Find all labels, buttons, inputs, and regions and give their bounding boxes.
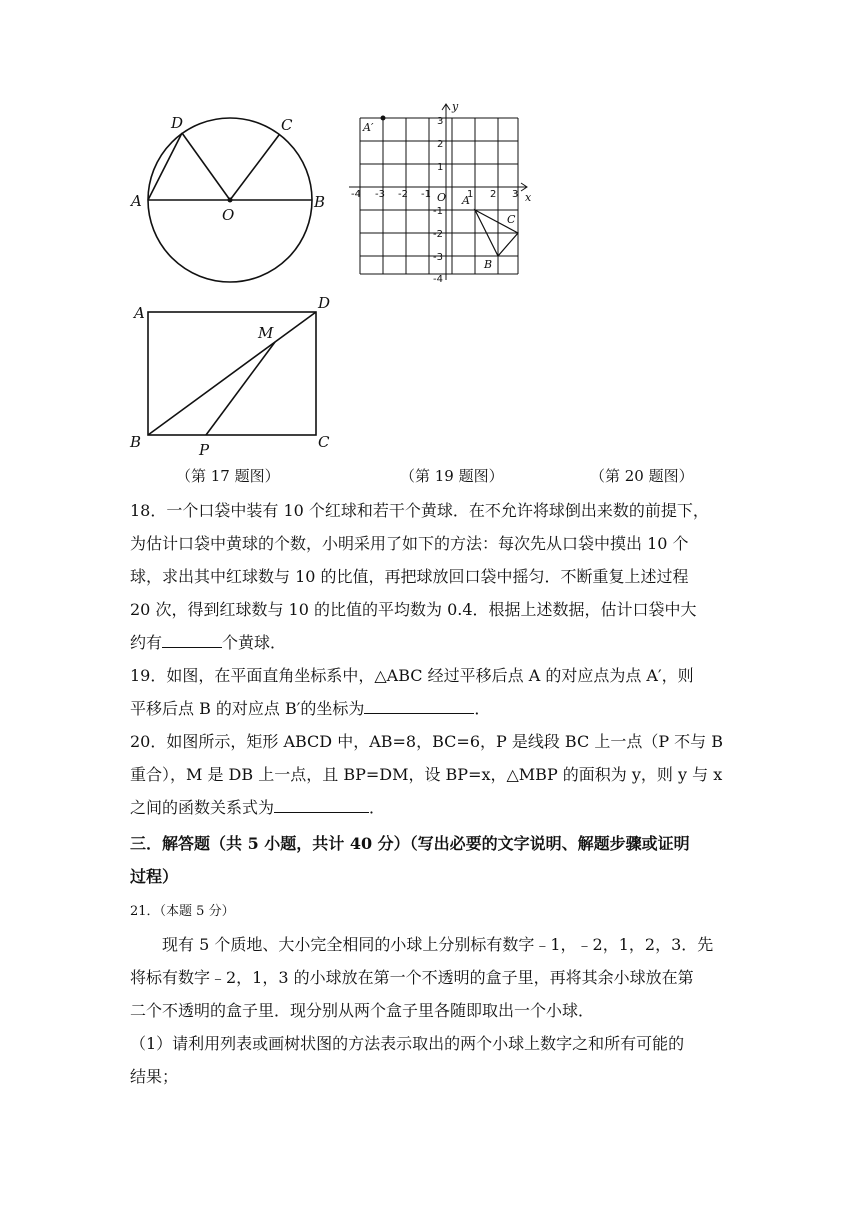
section-heading-line: 过程）: [130, 867, 179, 886]
q18-line: 18．一个口袋中装有 10 个红球和若干个黄球．在不允许将球倒出来数的前提下，: [130, 501, 709, 520]
y-tick: -3: [433, 252, 443, 263]
label-a: A: [462, 194, 470, 207]
q18-answer-blank[interactable]: [162, 627, 222, 648]
caption-figure-17: （第 17 题图）: [176, 467, 280, 485]
q21-line: 将标有数字﹣2，1，3 的小球放在第一个不透明的盒子里，再将其余小球放在第: [130, 968, 694, 987]
q18-text: 个黄球．: [222, 633, 287, 652]
label-a-prime: A′: [363, 121, 374, 134]
label-d: D: [171, 114, 184, 132]
x-tick: -2: [398, 189, 408, 200]
q18-line: 为估计口袋中黄球的个数，小明采用了如下的方法：每次先从口袋中摸出 10 个: [130, 534, 689, 553]
label-o: O: [222, 206, 235, 224]
q20-line: 20．如图所示，矩形 ABCD 中，AB=8，BC=6，P 是线段 BC 上一点（P 不与 B: [130, 732, 724, 751]
label-b: B: [130, 433, 142, 451]
label-c: C: [281, 116, 293, 134]
question-18: [130, 494, 730, 659]
label-y-axis: y: [452, 100, 459, 113]
segment-do: [182, 133, 230, 200]
label-origin: O: [437, 191, 447, 204]
q19-text: 平移后点 B 的对应点 B′的坐标为: [130, 699, 365, 718]
section-heading-line: 三．解答题（共 5 小题，共计 40 分）（写出必要的文字说明、解题步骤或证明: [130, 834, 690, 853]
q20-text: 之间的函数关系式为: [130, 798, 275, 817]
x-tick: 1: [467, 189, 474, 200]
y-tick: 1: [437, 162, 444, 173]
segment-pm: [206, 342, 275, 435]
label-c: C: [507, 213, 516, 226]
x-tick: 3: [512, 189, 519, 200]
q19-line: [130, 692, 730, 725]
q19-text: ．: [474, 699, 491, 718]
question-21: [130, 895, 730, 1093]
q18-text: 约有: [130, 633, 163, 652]
segment-oc: [230, 135, 279, 200]
label-m: M: [258, 324, 274, 342]
y-tick: -1: [433, 206, 443, 217]
label-a: A: [131, 192, 142, 210]
label-x-axis: x: [525, 191, 532, 204]
q21-line: 现有 5 个质地、大小完全相同的小球上分别标有数字﹣1，﹣2，1，2，3．先: [162, 935, 714, 954]
label-p: P: [199, 441, 210, 459]
label-d: D: [318, 294, 331, 312]
q21-header: 21．（本题 5 分）: [130, 904, 235, 919]
caption-figure-19: （第 19 题图）: [400, 467, 504, 485]
figure-17-circle: [128, 108, 333, 293]
q19-line: 19．如图，在平面直角坐标系中，△ABC 经过平移后点 A 的对应点为点 A′，则: [130, 666, 694, 685]
q19-answer-blank[interactable]: [364, 693, 474, 714]
center-point: [228, 198, 233, 203]
y-tick: 2: [437, 139, 444, 150]
q20-line: [130, 791, 730, 824]
q18-line: 20 次，得到红球数与 10 的比值的平均数为 0.4．根据上述数据，估计口袋中大: [130, 600, 697, 619]
point-a-prime: [381, 116, 386, 121]
q21-line: （1）请利用列表或画树状图的方法表示取出的两个小球上数字之和所有可能的: [130, 1034, 685, 1053]
y-tick: -2: [433, 229, 443, 240]
question-20: [130, 725, 730, 824]
q18-line: [130, 626, 730, 659]
y-tick: 3: [437, 116, 444, 127]
q20-text: ．: [369, 798, 386, 817]
label-b: B: [484, 258, 493, 271]
section-3-heading: [130, 827, 730, 893]
x-tick: -1: [421, 189, 431, 200]
y-tick: -4: [433, 274, 443, 285]
q20-answer-blank[interactable]: [274, 792, 369, 813]
label-c: C: [318, 433, 330, 451]
q20-line: 重合），M 是 DB 上一点，且 BP=DM，设 BP=x，△MBP 的面积为 y，则 y 与 x: [130, 765, 723, 784]
label-b: B: [314, 193, 326, 211]
caption-figure-20: （第 20 题图）: [590, 467, 694, 485]
q18-line: 球，求出其中红球数与 10 的比值，再把球放回口袋中摇匀．不断重复上述过程: [130, 567, 689, 586]
figure-19-grid: [345, 100, 540, 285]
x-tick: -3: [375, 189, 385, 200]
segment-ad: [148, 133, 182, 200]
x-tick: 2: [490, 189, 497, 200]
x-tick: -4: [351, 189, 361, 200]
segment-bd: [148, 312, 316, 435]
q21-line: 二个不透明的盒子里．现分别从两个盒子里各随即取出一个小球．: [130, 1001, 595, 1020]
q21-line: 结果；: [130, 1067, 179, 1086]
question-19: [130, 659, 730, 725]
figure-20-rectangle: [128, 290, 343, 460]
label-a: A: [134, 304, 145, 322]
